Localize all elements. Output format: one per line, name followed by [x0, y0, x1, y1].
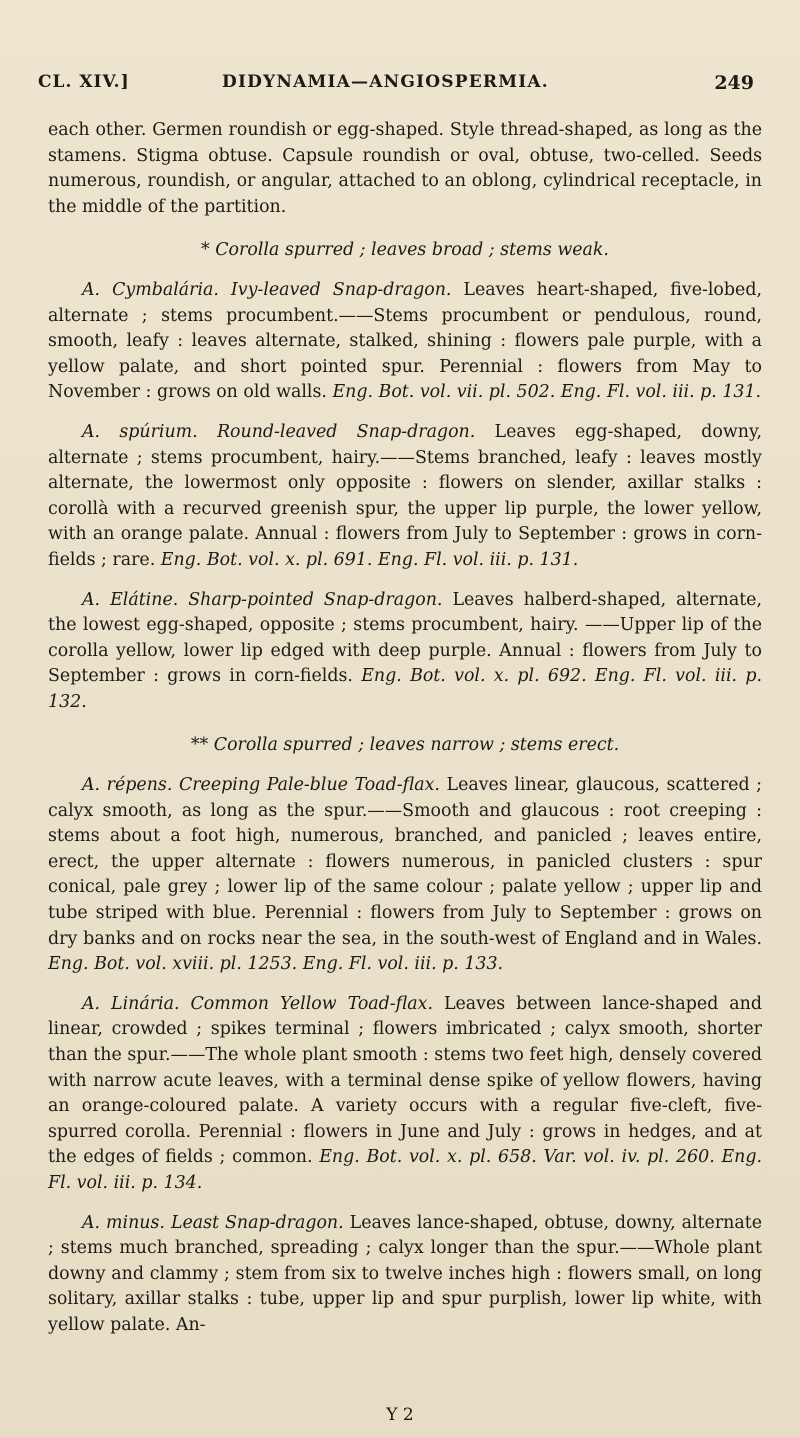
- references: Eng. Bot. vol. x. pl. 658. Var. vol. iv. pl. 260. Eng. Fl. vol. iii. p. 134.: [48, 1147, 763, 1193]
- species-name: A. minus.: [82, 1212, 165, 1233]
- section-heading-narrow-leaves: ** Corolla spurred ; leaves narrow ; stems erect.: [190, 735, 620, 756]
- species-description: Leaves between lance-shaped and linear, crowded ; spikes terminal ; flowers imbricated ; calyx smooth, shorter than the spur.——The whole plant smooth : stems two feet high, densely covered with narrow acute leaves, with a terminal dense spike of yellow flowers, having an orange-coloured palate. A variety occurs with a regular five-cleft, five-spurred corolla. Perennial : flowers in June and July : grows in hedges, and at the edges of fields ; common.: [48, 993, 762, 1168]
- species-description: Leaves egg-shaped, downy, alternate ; stems procumbent, hairy.——Stems branched, leafy : leaves mostly alternate, the lowermost only opposite : flowers on slender, axillar stalks : corollà with a recurved greenish spur, the upper lip purple, the lower yellow, with an orange palate. Annual : flowers from July to September : grows in corn-fields ; rare.: [48, 421, 762, 570]
- intro-paragraph: each other. Germen roundish or egg-shaped. Style thread-shaped, as long as the stamens. Stigma obtuse. Capsule roundish or oval, obtuse, two-celled. Seeds numerous, roundish, or angular, attached to an oblong, cylindrical receptacle, in the middle of the partition.: [48, 120, 762, 217]
- species-entry: [48, 992, 762, 1197]
- running-header: [38, 72, 754, 100]
- species-name: A. Cymbalária.: [82, 279, 219, 300]
- species-name: A. Elátine.: [82, 589, 179, 610]
- references: Eng. Bot. vol. x. pl. 692. Eng. Fl. vol. iii. p. 132.: [48, 666, 762, 712]
- species-entry: [48, 420, 762, 574]
- species-name: A. spúrium.: [82, 421, 198, 442]
- section-heading: DIDYNAMIA—ANGIOSPERMIA.: [222, 72, 549, 92]
- references: Eng. Bot. vol. vii. pl. 502. Eng. Fl. vol. iii. p. 131.: [332, 382, 762, 403]
- species-description: Leaves linear, glaucous, scattered ; calyx smooth, as long as the spur.——Smooth and glaucous : root creeping : stems about a foot high, numerous, branched, and panicled ; leaves entire, erect, the upper alternate : flowers numerous, in panicled clusters : spur conical, pale grey ; lower lip of the same colour ; palate yellow ; upper lip and tube striped with blue. Perennial : flowers from July to September : grows on dry banks and on rocks near the sea, in the south-west of England and in Wales.: [48, 775, 763, 949]
- species-entry: [48, 1211, 762, 1339]
- common-name: Common Yellow Toad-flax.: [190, 993, 433, 1014]
- species-entry: [48, 278, 762, 406]
- section-heading-broad-leaves: * Corolla spurred ; leaves broad ; stems weak.: [201, 240, 609, 261]
- common-name: Creeping Pale-blue Toad-flax.: [178, 775, 440, 796]
- species-entry: [48, 588, 762, 716]
- signature-mark: Y 2: [386, 1405, 414, 1425]
- references: Eng. Bot. vol. x. pl. 691. Eng. Fl. vol. iii. p. 131.: [160, 549, 579, 570]
- species-description: Leaves halberd-shaped, alternate, the lowest egg-shaped, opposite ; stems procumbent, hairy. ——Upper lip of the corolla yellow, lower lip edged with deep purple. Annual : flowers from July to September : grows in corn-fields.: [48, 589, 762, 687]
- species-name: A. répens.: [82, 775, 173, 796]
- references: Eng. Bot. vol. xviii. pl. 1253. Eng. Fl. vol. iii. p. 133.: [48, 954, 504, 975]
- class-heading: CL. XIV.]: [38, 72, 130, 92]
- common-name: Sharp-pointed Snap-dragon.: [188, 589, 443, 610]
- common-name: Round-leaved Snap-dragon.: [216, 421, 476, 442]
- common-name: Ivy-leaved Snap-dragon.: [230, 279, 452, 300]
- common-name: Least Snap-dragon.: [170, 1212, 344, 1233]
- species-name: A. Linária.: [82, 993, 180, 1014]
- species-entry: [48, 773, 762, 978]
- page-number: 249: [714, 72, 754, 94]
- species-description: Leaves heart-shaped, five-lobed, alternate ; stems procumbent.——Stems procumbent or pendulous, round, smooth, leafy : leaves alternate, stalked, shining : flowers pale purple, with a yellow palate, and short pointed spur. Perennial : flowers from May to November : grows on old walls.: [48, 279, 762, 403]
- species-description: Leaves lance-shaped, obtuse, downy, alternate ; stems much branched, spreading ; calyx longer than the spur.——Whole plant downy and clammy ; stem from six to twelve inches high : flowers small, on long solitary, axillar stalks : tube, upper lip and spur purplish, lower lip white, with yellow palate. An-: [48, 1212, 762, 1335]
- page-body: [48, 118, 762, 1339]
